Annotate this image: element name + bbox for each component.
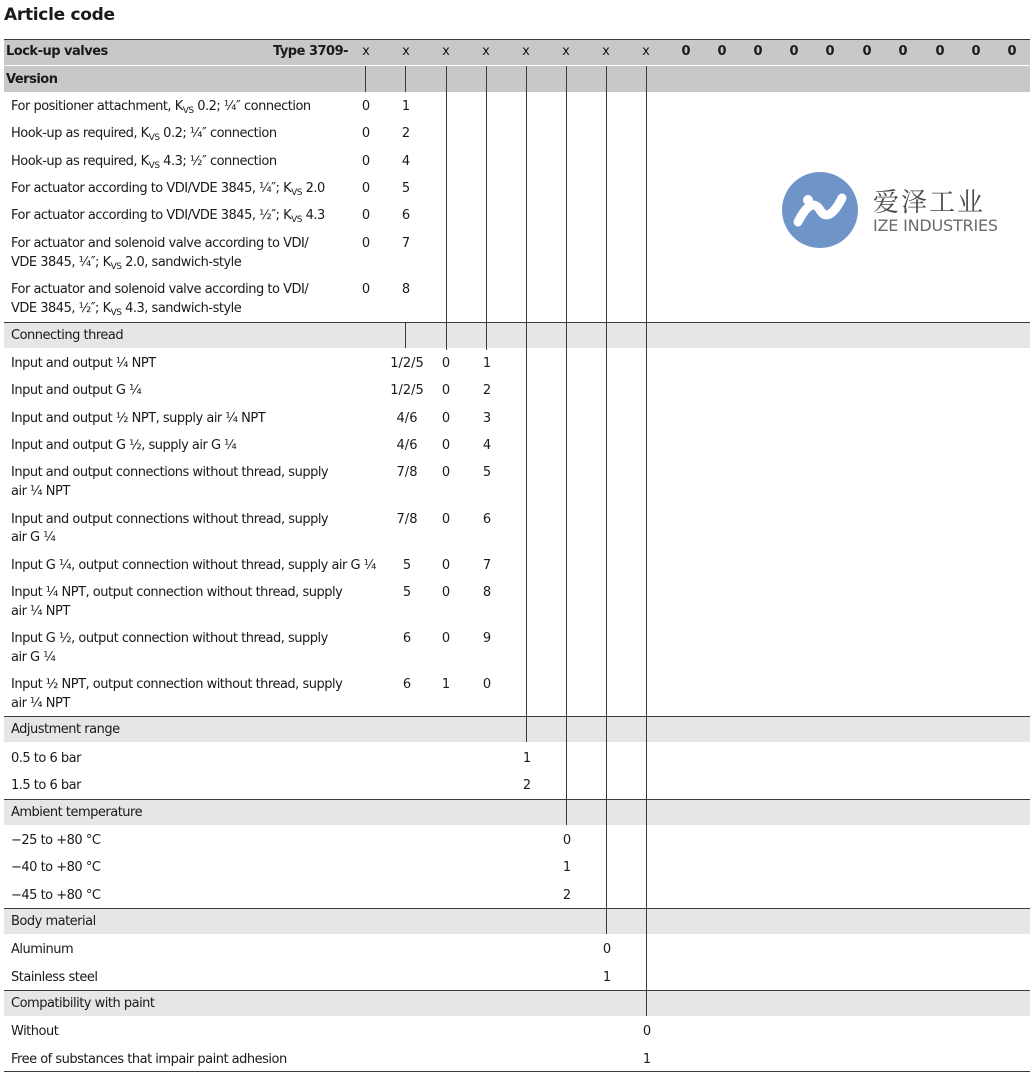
row-code-digit: 0 <box>441 585 451 600</box>
row-code-digit: 0 <box>441 356 451 371</box>
section-heading: Adjustment range <box>11 722 120 737</box>
ize-logo-icon <box>780 170 860 250</box>
row-label-continued <box>11 253 241 272</box>
horizontal-rule <box>4 990 1030 991</box>
row-label-text: For actuator according to VDI/VDE 3845, ¼″; <box>11 181 284 196</box>
header-position-x: x <box>522 44 530 59</box>
row-label-text: For actuator and solenoid valve according to VDI/ <box>11 282 309 297</box>
kvs-letter: K <box>102 255 111 270</box>
code-position-line <box>365 66 366 92</box>
row-code-digit: 0 <box>361 154 371 169</box>
code-position-line <box>646 799 647 908</box>
row-code-digit: 2 <box>522 778 532 793</box>
row-label-text: For actuator according to VDI/VDE 3845, ½″; <box>11 208 284 223</box>
section-heading: Ambient temperature <box>11 805 143 820</box>
row-label <box>11 556 376 575</box>
row-label <box>11 776 81 795</box>
header-fixed-zero: 0 <box>753 44 763 59</box>
code-position-line <box>526 716 527 742</box>
row-code-digit: 1 <box>522 751 532 766</box>
row-label-text: 4.3, sandwich-style <box>121 301 242 316</box>
header-position-x: x <box>442 44 450 59</box>
row-code-digit: 0 <box>441 631 451 646</box>
code-position-line <box>646 716 647 799</box>
row-code-digit: 2 <box>562 888 572 903</box>
code-position-line <box>405 322 406 348</box>
row-label <box>11 206 325 225</box>
row-label-text: −40 to +80 °C <box>11 860 101 875</box>
code-position-line <box>606 716 607 799</box>
row-code-digit: 4/6 <box>396 438 418 453</box>
section-band <box>4 908 1030 934</box>
kvs-subscript: VS <box>110 262 122 272</box>
code-position-line <box>566 716 567 799</box>
horizontal-rule <box>4 322 1030 323</box>
row-code-digit: 5 <box>402 585 412 600</box>
header-fixed-zero: 0 <box>935 44 945 59</box>
row-label-text: Input ¼ NPT, output connection without thread, supply <box>11 585 343 600</box>
row-label-text: 4.3 <box>301 208 325 223</box>
kvs-letter: K <box>283 181 292 196</box>
horizontal-rule <box>4 39 1030 40</box>
kvs-subscript: VS <box>148 133 160 143</box>
row-label <box>11 831 100 850</box>
row-label-text: Input and output connections without thread, supply <box>11 512 329 527</box>
kvs-symbol <box>141 154 160 169</box>
row-label-text: −45 to +80 °C <box>11 888 101 903</box>
row-code-digit: 0 <box>642 1024 652 1039</box>
header-fixed-zero: 0 <box>1007 44 1017 59</box>
row-label <box>11 463 328 482</box>
row-label-text: For actuator and solenoid valve according to VDI/ <box>11 236 309 251</box>
row-label-text: Stainless steel <box>11 970 98 985</box>
header-fixed-zero: 0 <box>825 44 835 59</box>
kvs-symbol <box>175 99 194 114</box>
header-position-x: x <box>602 44 610 59</box>
section-band <box>4 66 1030 92</box>
row-label-text: air ¼ NPT <box>11 604 70 619</box>
row-code-digit: 0 <box>441 558 451 573</box>
kvs-symbol <box>103 301 122 316</box>
row-label-text: Aluminum <box>11 942 74 957</box>
row-label-text: 4.3; ½″ connection <box>159 154 277 169</box>
row-code-digit: 7/8 <box>396 465 418 480</box>
row-code-digit: 4 <box>482 438 492 453</box>
row-label-text: air ¼ NPT <box>11 484 70 499</box>
row-label-text: Input and output G ¼ <box>11 383 142 398</box>
row-code-digit: 3 <box>482 411 492 426</box>
header-position-x: x <box>402 44 410 59</box>
header-fixed-zero: 0 <box>862 44 872 59</box>
row-code-digit: 2 <box>482 383 492 398</box>
row-code-digit: 0 <box>361 236 371 251</box>
row-label <box>11 629 328 648</box>
row-code-digit: 1 <box>642 1052 652 1067</box>
row-label <box>11 749 81 768</box>
row-label-text: Input and output ¼ NPT <box>11 356 156 371</box>
row-code-digit: 0 <box>361 282 371 297</box>
section-band <box>4 322 1030 348</box>
code-position-line <box>446 322 447 350</box>
row-label-text: air G ¼ <box>11 650 56 665</box>
row-label <box>11 940 73 959</box>
code-position-line <box>646 908 647 990</box>
row-code-digit: 4 <box>401 154 411 169</box>
row-label-text: 2.0 <box>301 181 325 196</box>
code-position-line <box>646 66 647 322</box>
row-label-text: Free of substances that impair paint adhesion <box>11 1052 287 1067</box>
code-position-line <box>646 990 647 1016</box>
row-code-digit: 1 <box>562 860 572 875</box>
kvs-subscript: VS <box>148 161 160 171</box>
row-code-digit: 0 <box>361 99 371 114</box>
code-position-line <box>606 322 607 716</box>
row-code-digit: 1 <box>401 99 411 114</box>
row-code-digit: 5 <box>402 558 412 573</box>
row-code-digit: 0 <box>482 677 492 692</box>
row-code-digit: 1 <box>482 356 492 371</box>
row-label <box>11 886 100 905</box>
kvs-letter: K <box>140 126 149 141</box>
kvs-letter: K <box>174 99 183 114</box>
horizontal-rule <box>4 1071 1030 1072</box>
type-label: Type 3709- <box>273 44 349 59</box>
row-code-digit: 7 <box>482 558 492 573</box>
watermark-name-cn: 爱泽工业 <box>873 188 986 218</box>
code-position-line <box>606 799 607 908</box>
row-code-digit: 4/6 <box>396 411 418 426</box>
row-code-digit: 9 <box>482 631 492 646</box>
row-code-digit: 7 <box>401 236 411 251</box>
header-position-x: x <box>482 44 490 59</box>
row-label-continued <box>11 694 70 713</box>
code-position-line <box>446 66 447 322</box>
kvs-letter: K <box>140 154 149 169</box>
code-position-line <box>566 66 567 322</box>
code-position-line <box>405 66 406 92</box>
row-label <box>11 436 236 455</box>
row-code-digit: 0 <box>361 126 371 141</box>
row-code-digit: 5 <box>401 181 411 196</box>
row-label <box>11 1022 58 1041</box>
row-label <box>11 968 97 987</box>
row-label-text: 0.5 to 6 bar <box>11 751 81 766</box>
row-label-text: Hook-up as required, <box>11 126 141 141</box>
kvs-symbol <box>283 208 302 223</box>
row-label <box>11 354 156 373</box>
row-label-text: −25 to +80 °C <box>11 833 101 848</box>
row-label <box>11 510 328 529</box>
horizontal-rule <box>4 799 1030 800</box>
row-code-digit: 5 <box>482 465 492 480</box>
row-code-digit: 8 <box>482 585 492 600</box>
row-code-digit: 0 <box>441 438 451 453</box>
horizontal-rule <box>4 908 1030 909</box>
row-label-text: Input ½ NPT, output connection without thread, supply <box>11 677 343 692</box>
row-label-text: 0.2; ¼″ connection <box>193 99 311 114</box>
section-heading: Body material <box>11 914 96 929</box>
watermark-name-en: IZE INDUSTRIES <box>873 216 998 235</box>
row-code-digit: 6 <box>402 631 412 646</box>
row-label <box>11 234 308 253</box>
row-label-text: Input and output G ½, supply air G ¼ <box>11 438 237 453</box>
row-label <box>11 409 265 428</box>
row-code-digit: 0 <box>562 833 572 848</box>
row-label-text: 0.2; ¼″ connection <box>159 126 277 141</box>
row-label-text: 2.0, sandwich-style <box>121 255 242 270</box>
row-label <box>11 1050 287 1069</box>
row-label-text: 1.5 to 6 bar <box>11 778 81 793</box>
header-band <box>4 39 1030 65</box>
row-label-text: Input and output ½ NPT, supply air ¼ NPT <box>11 411 266 426</box>
row-code-digit: 1 <box>602 970 612 985</box>
header-fixed-zero: 0 <box>971 44 981 59</box>
code-position-line <box>566 322 567 716</box>
row-code-digit: 0 <box>602 942 612 957</box>
row-label <box>11 280 308 299</box>
row-label-continued <box>11 299 241 318</box>
row-label-continued <box>11 648 55 667</box>
row-label-continued <box>11 482 70 501</box>
header-fixed-zero: 0 <box>717 44 727 59</box>
row-code-digit: 6 <box>401 208 411 223</box>
row-code-digit: 1 <box>441 677 451 692</box>
row-code-digit: 0 <box>441 512 451 527</box>
section-heading: Compatibility with paint <box>11 996 155 1011</box>
row-label-text: For positioner attachment, <box>11 99 175 114</box>
section-heading: Version <box>6 72 58 87</box>
row-label-continued <box>11 602 70 621</box>
code-position-line <box>606 908 607 934</box>
header-fixed-zero: 0 <box>681 44 691 59</box>
row-label <box>11 675 342 694</box>
kvs-subscript: VS <box>182 106 194 116</box>
code-position-line <box>646 322 647 716</box>
code-position-line <box>606 66 607 322</box>
row-label <box>11 124 277 143</box>
code-position-line <box>486 322 487 350</box>
row-label-text: Without <box>11 1024 59 1039</box>
row-code-digit: 7/8 <box>396 512 418 527</box>
row-label-text: Input and output connections without thread, supply <box>11 465 329 480</box>
row-label-text: VDE 3845, ¼″; <box>11 255 103 270</box>
section-band <box>4 716 1030 742</box>
row-label <box>11 583 342 602</box>
section-band <box>4 990 1030 1016</box>
kvs-symbol <box>103 255 122 270</box>
row-label <box>11 179 325 198</box>
code-position-line <box>526 322 527 716</box>
row-code-digit: 6 <box>482 512 492 527</box>
row-code-digit: 6 <box>402 677 412 692</box>
kvs-symbol <box>141 126 160 141</box>
code-position-line <box>486 66 487 322</box>
row-code-digit: 0 <box>441 465 451 480</box>
row-label-text: Input G ½, output connection without thread, supply <box>11 631 328 646</box>
row-label-text: air G ¼ <box>11 530 56 545</box>
kvs-letter: K <box>283 208 292 223</box>
row-label-continued <box>11 528 55 547</box>
row-label <box>11 858 100 877</box>
section-heading: Connecting thread <box>11 328 124 343</box>
row-label-text: Hook-up as required, <box>11 154 141 169</box>
row-code-digit: 0 <box>361 181 371 196</box>
kvs-subscript: VS <box>110 308 122 318</box>
kvs-letter: K <box>102 301 111 316</box>
header-fixed-zero: 0 <box>898 44 908 59</box>
header-fixed-zero: 0 <box>789 44 799 59</box>
row-code-digit: 2 <box>401 126 411 141</box>
header-position-x: x <box>642 44 650 59</box>
row-label <box>11 97 311 116</box>
row-label <box>11 152 277 171</box>
code-position-line <box>566 799 567 825</box>
page-title: Article code <box>4 5 115 25</box>
row-label <box>11 381 141 400</box>
row-code-digit: 0 <box>441 383 451 398</box>
code-position-line <box>526 66 527 322</box>
row-code-digit: 1/2/5 <box>390 356 424 371</box>
kvs-subscript: VS <box>291 188 302 198</box>
horizontal-rule <box>4 716 1030 717</box>
section-band <box>4 799 1030 825</box>
row-label-text: air ¼ NPT <box>11 696 70 711</box>
row-code-digit: 8 <box>401 282 411 297</box>
header-position-x: x <box>362 44 370 59</box>
row-code-digit: 0 <box>441 411 451 426</box>
row-label-text: VDE 3845, ½″; <box>11 301 103 316</box>
kvs-subscript: VS <box>291 215 302 225</box>
kvs-symbol <box>283 181 302 196</box>
row-label-text: Input G ¼, output connection without thread, supply air G ¼ <box>11 558 376 573</box>
product-name: Lock-up valves <box>6 44 108 59</box>
header-position-x: x <box>562 44 570 59</box>
row-code-digit: 1/2/5 <box>390 383 424 398</box>
row-code-digit: 0 <box>361 208 371 223</box>
